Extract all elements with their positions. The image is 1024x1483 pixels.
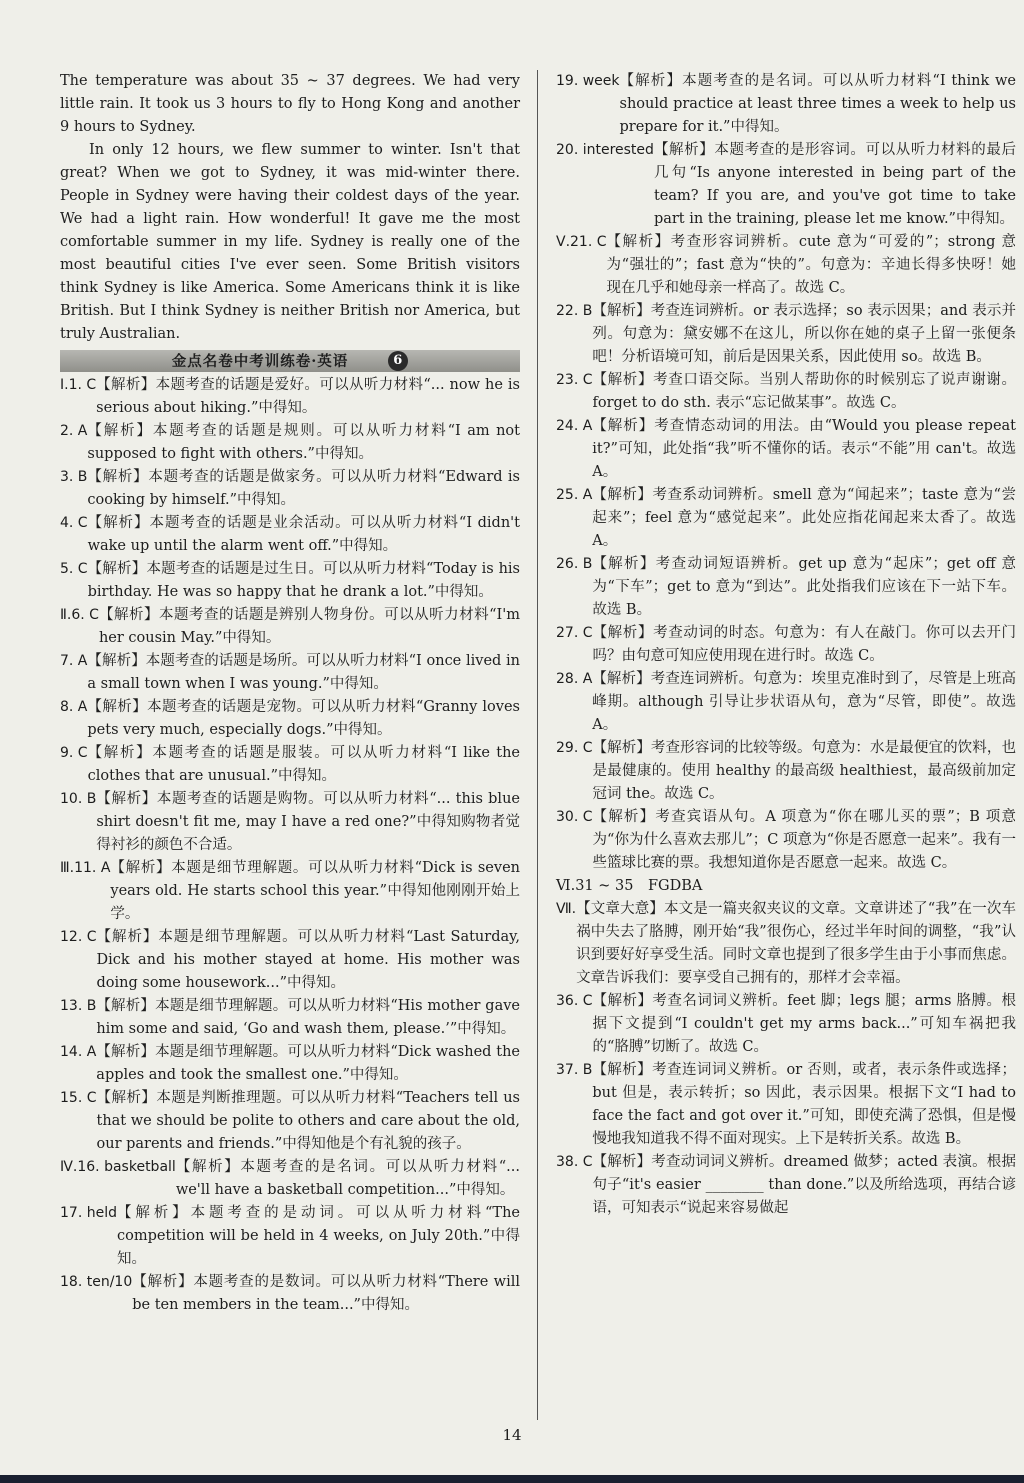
item-label: 15. C [60, 1090, 97, 1106]
item-label: 24. A [556, 418, 593, 434]
answer-item [556, 1059, 1016, 1151]
answer-item [60, 926, 520, 995]
right-answer-list [556, 70, 1016, 875]
answer-item [60, 466, 520, 512]
left-answer-list [60, 374, 520, 1317]
item-label: 17. held [60, 1205, 117, 1221]
item-label: 8. A [60, 699, 88, 715]
item-label: Ⅱ.6. C [60, 607, 99, 623]
item-label: 19. week [556, 73, 620, 89]
answer-item [60, 420, 520, 466]
answer-item [556, 484, 1016, 553]
answer-item [60, 1156, 520, 1202]
answer-item [556, 806, 1016, 875]
item-label: 14. A [60, 1044, 97, 1060]
answer-item [60, 696, 520, 742]
banner-number: 6 [388, 351, 408, 371]
item-text: 【解析】考查连词词义辨析。or 否则，或者，表示条件或选择；but 但是，表示转折；so 因此，表示因果。根据下文“I had to face the fact and got over it.”可知，即使充满了恐惧，但是慢慢地我知道我不得不面对现实。上下是转折关系。故选 B。 [592, 1062, 1016, 1147]
answer-item [60, 995, 520, 1041]
item-text: 【解析】本题考查的话题是业余活动。可以从听力材料“I didn't wake up until the alarm went off.”中得知。 [87, 515, 520, 554]
item-text: 【解析】本题考查的是动词。可以从听力材料“The competition will be held in 4 weeks, on July 20th.”中得知。 [116, 1205, 520, 1267]
answer-item [60, 857, 520, 926]
right-answer-list-2 [556, 990, 1016, 1220]
item-text: 【解析】本题考查的是名词。可以从听力材料“... we'll have a basketball competition...”中得知。 [175, 1159, 520, 1198]
answer-item [556, 300, 1016, 369]
item-label: Ⅰ.1. C [60, 377, 97, 393]
item-label: 26. B [556, 556, 593, 572]
item-text: 【解析】考查连词辨析。or 表示选择；so 表示因果；and 表示并列。句意为：黛安娜不在这儿，所以你在她的桌子上留一张便条吧！分析语境可知，前后是因果关系，因此使用 so。故选 B。 [592, 303, 1016, 365]
section-7-summary [556, 898, 1016, 990]
answer-item [60, 1202, 520, 1271]
item-text: 【解析】本题考查的话题是服装。可以从听力材料“I like the clothes that are unusual.”中得知。 [87, 745, 520, 784]
answer-item [556, 70, 1016, 139]
item-label: Ⅶ. [556, 901, 577, 917]
item-text: 【解析】本题考查的话题是购物。可以从听力材料“... this blue shirt doesn't fit me, may I have a red one?”中得知购物者觉得衬衫的颜色不合适。 [96, 791, 520, 853]
item-label: 37. B [556, 1062, 593, 1078]
answer-item [60, 1041, 520, 1087]
page-number: 14 [502, 1426, 522, 1444]
answer-item [60, 742, 520, 788]
answer-item [60, 1271, 520, 1317]
item-label: Ⅴ.21. C [556, 234, 607, 250]
item-label: 12. C [60, 929, 97, 945]
item-text: 【解析】本题考查的话题是过生日。可以从听力材料“Today is his birthday. He was so happy that he drank a lot.”中得知。 [87, 561, 520, 600]
answer-item [60, 1087, 520, 1156]
item-label: 27. C [556, 625, 593, 641]
item-text: 【解析】本题是细节理解题。可以从听力材料“Last Saturday, Dick and his mother stayed at home. His mother was doing some housework...”中得知。 [96, 929, 520, 991]
item-text: 【解析】考查宾语从句。A 项意为“你在哪儿买的票”；B 项意为“你为什么喜欢去那儿”；C 项意为“你是否愿意一起来”。我有一些篮球比赛的票。我想知道你是否愿意一起来。故选 C。 [592, 809, 1016, 871]
item-text: 【解析】考查情态动词的用法。由“Would you please repeat it?”可知，此处指“我”听不懂你的话。表示“不能”用 can't。故选 A。 [592, 418, 1016, 480]
item-label: 20. interested [556, 142, 654, 158]
answer-item [556, 369, 1016, 415]
item-text: 【文章大意】本文是一篇夹叙夹议的文章。文章讲述了“我”在一次车祸中失去了胳膊，刚开始“我”很伤心，经过半年时间的调整，“我”认识到要好好享受生活。同时文章也提到了很多学生由于小事而焦虑。文章告诉我们：要享受自己拥有的，那样才会幸福。 [576, 901, 1016, 986]
right-column [556, 70, 1016, 1220]
item-label: 25. A [556, 487, 593, 503]
item-text: 【解析】本题是判断推理题。可以从听力材料“Teachers tell us that we should be polite to others and care about the old, our parents and friends.”中得知他是个有礼貌的孩子。 [96, 1090, 520, 1152]
item-text: 【解析】本题考查的话题是做家务。可以从听力材料“Edward is cooking by himself.”中得知。 [87, 469, 520, 508]
item-text: 【解析】考查口语交际。当别人帮助你的时候别忘了说声谢谢。forget to do sth. 表示“忘记做某事”。故选 C。 [592, 372, 1016, 411]
item-label: 36. C [556, 993, 593, 1009]
item-text: 【解析】本题考查的是名词。可以从听力材料“I think we should practice at least three times a week to help us prepare for it.”中得知。 [619, 73, 1016, 135]
item-label: Ⅲ.11. A [60, 860, 111, 876]
answer-item [556, 553, 1016, 622]
item-label: 13. B [60, 998, 97, 1014]
item-label: 5. C [60, 561, 88, 577]
passage-paragraph: In only 12 hours, we flew summer to winter. Isn't that great? When we got to Sydney, it was mid-winter there. People in Sydney were having their coldest days of the year. We had a light rain. How wonderful! It gave me the most comfortable summer in my life. Sydney is really one of the most beautiful cities I've ever seen. Some British visitors think Sydney is like America. Some Americans think it is like British. But I think Sydney is neither British nor America, but truly Australian. [60, 142, 520, 342]
item-label: 10. B [60, 791, 97, 807]
item-label: 3. B [60, 469, 88, 485]
exam-banner [60, 350, 520, 372]
item-label: 28. A [556, 671, 593, 687]
answer-item [556, 622, 1016, 668]
item-text: 【解析】考查名词词义辨析。feet 脚；legs 腿；arms 胳膊。根据下文提到“I couldn't get my arms back...”可知车祸把我的“胳膊”切断了。故选 C。 [592, 993, 1016, 1055]
item-text: 【解析】考查动词词义辨析。dreamed 做梦；acted 表演。根据句子“it's easier ________ than done.”以及所给选项，再结合谚语，可知表示“说起来容易做起 [592, 1154, 1016, 1216]
item-text: 【解析】本题是细节理解题。可以从听力材料“His mother gave him some and said, ‘Go and wash them, please.’”中得知。 [96, 998, 520, 1037]
item-text: 【解析】本题考查的话题是场所。可以从听力材料“I once lived in a small town when I was young.”中得知。 [87, 653, 520, 692]
item-text: 【解析】本题考查的话题是辨别人物身份。可以从听力材料“I'm her cousin May.”中得知。 [98, 607, 520, 646]
item-text: 【解析】考查动词的时态。句意为：有人在敲门。你可以去开门吗？由句意可知应使用现在进行时。故选 C。 [592, 625, 1016, 664]
answer-item [60, 788, 520, 857]
answer-item [60, 374, 520, 420]
item-text: 【解析】本题考查的是形容词。可以从听力材料的最后几句“Is anyone interested in being part of the team? If you are, and you've got time to take part in the training, please let me know.”中得知。 [653, 142, 1016, 227]
answer-item [556, 231, 1016, 300]
answer-item [556, 139, 1016, 231]
banner-title: 金点名卷中考训练卷·英语 [171, 352, 349, 370]
item-text: 【解析】考查动词短语辨析。get up 意为“起床”；get off 意为“下车”；get to 意为“到达”。此处指我们应该在下一站下车。故选 B。 [592, 556, 1016, 618]
answer-item [556, 415, 1016, 484]
left-column [60, 70, 520, 1317]
item-label: 23. C [556, 372, 593, 388]
item-text: 【解析】本题考查的话题是爱好。可以从听力材料“... now he is serious about hiking.”中得知。 [96, 377, 520, 416]
item-label: 4. C [60, 515, 88, 531]
item-label: Ⅳ.16. basketball [60, 1159, 176, 1175]
answer-item [60, 650, 520, 696]
answer-item [60, 512, 520, 558]
answer-item [556, 668, 1016, 737]
answer-item [556, 737, 1016, 806]
item-text: 【解析】考查形容词的比较等级。句意为：水是最便宜的饮料，也是最健康的。使用 healthy 的最高级 healthiest，最高级前加定冠词 the。故选 C。 [592, 740, 1016, 802]
item-text: 【解析】本题是细节理解题。可以从听力材料“Dick washed the apples and took the smallest one.”中得知。 [96, 1044, 520, 1083]
item-label: 29. C [556, 740, 593, 756]
item-text: 【解析】本题考查的是数词。可以从听力材料“There will be ten members in the team...”中得知。 [132, 1274, 520, 1313]
answer-item [60, 558, 520, 604]
item-text: 【解析】考查连词辨析。句意为：埃里克准时到了，尽管是上班高峰期。although 引导让步状语从句，意为“尽管，即使”。故选 A。 [592, 671, 1016, 733]
item-label: 2. A [60, 423, 88, 439]
item-label: 30. C [556, 809, 593, 825]
bottom-edge [0, 1475, 1024, 1483]
item-label: 22. B [556, 303, 593, 319]
item-text: 【解析】本题是细节理解题。可以从听力材料“Dick is seven years old. He starts school this year.”中得知他刚刚开始上学。 [110, 860, 520, 922]
item-text: 【解析】本题考查的话题是规则。可以从听力材料“I am not supposed to fight with others.”中得知。 [87, 423, 520, 462]
item-label: 18. ten/10 [60, 1274, 133, 1290]
item-label: 7. A [60, 653, 88, 669]
item-text: 【解析】考查形容词辨析。cute 意为“可爱的”；strong 意为“强壮的”；fast 意为“快的”。句意为：辛迪长得多快呀！她现在几乎和她母亲一样高了。故选 C。 [606, 234, 1016, 296]
column-divider [537, 70, 538, 1420]
item-text: 【解析】考查系动词辨析。smell 意为“闻起来”；taste 意为“尝起来”；feel 意为“感觉起来”。此处应指花闻起来太香了。故选 A。 [592, 487, 1016, 549]
passage-paragraph: The temperature was about 35 ~ 37 degrees. We had very little rain. It took us 3 hours to fly to Hong Kong and another 9 hours to Sydney. [60, 73, 520, 135]
item-text: 【解析】本题考查的话题是宠物。可以从听力材料“Granny loves pets very much, especially dogs.”中得知。 [87, 699, 520, 738]
answer-item [556, 1151, 1016, 1220]
item-label: 38. C [556, 1154, 593, 1170]
answer-item [60, 604, 520, 650]
section-6-answers: Ⅵ.31 ~ 35 FGDBA [556, 878, 703, 894]
item-label: 9. C [60, 745, 88, 761]
answer-item [556, 990, 1016, 1059]
